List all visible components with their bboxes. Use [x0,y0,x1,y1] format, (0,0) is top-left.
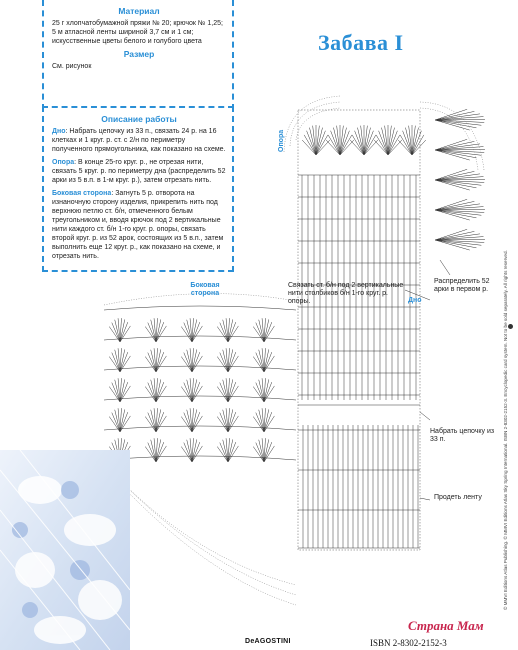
size-text: См. рисунок [52,63,92,70]
tie-note: Связать ст. б/н под 2 вертикальные нити столбиков б/н 1-го круг. р. опоры. [288,282,404,305]
pattern-title: Забава I [318,30,404,55]
chain-note: Набрать цепочку из 33 п. [430,428,495,443]
bottom-label: Дно [408,297,422,304]
arches-note: Распределить 52 арки в первом р. [434,278,490,293]
size-heading: Размер [123,49,155,59]
materials-text: 25 г хлопчатобумажной пряжи № 20; крючок № 1,25; 5 м атласной ленты шириной 3,7 см и 1 см; искусственные цветы белого и голубого цвета [52,20,223,45]
side-label: Боковая сторона [190,282,220,297]
support-label: Опора [278,129,285,152]
binder-hole [508,324,513,329]
description-item-label: Опора [52,159,75,166]
isbn: ISBN 2-8302-2152-3 [370,638,447,648]
ribbon-note: Продеть ленту [434,494,482,501]
materials-heading: Материал [118,6,160,16]
description-item-text: : Набрать цепочку из 33 п., связать 24 р. на 16 клетках и 1 круг. р. ст. с 2/н по периметру полученного прямоугольника, как показано на схеме. [52,128,226,153]
site-watermark: Страна Мам [408,618,484,633]
description-item-text: : Загнуть 5 р. отворота на изнаночную сторону изделия, прикрепить нить под верхнюю петлю ст. б/н, отмеченного белым треугольником и, вводя крючок под 2 вертикальные нити каждого ст. б/н 1-го круг. р. опоры, связать второй круг. р. из 52 арок, состоящих из 5 в.п., затем выполнить еще 12 круг. р., как показано на схеме, и отрезать нить. [52,190,224,260]
description-item-label: Боковая сторона [52,190,112,197]
copyright-text: © MMVI Editions Atlas Publishing. © MMVI Editions Atlas Sky Spring International. ISBN 2-8302-2152-3. Encyclopedic card system. Not to be sold separately. All rights reserved. [503,250,508,610]
publisher-logo: DeAGOSTINI [245,638,291,645]
description-item-text: : В конце 25-го круг. р., не отрезая нити, связать 5 круг. р. по периметру дна (распределить 52 арки из 5 в.п. в 1-м круг. р.), затем отрезать нить. [52,159,226,184]
description-heading: Описание работы [101,114,177,124]
finished-piece-photo [0,450,130,650]
description-item-label: Дно [52,128,66,135]
